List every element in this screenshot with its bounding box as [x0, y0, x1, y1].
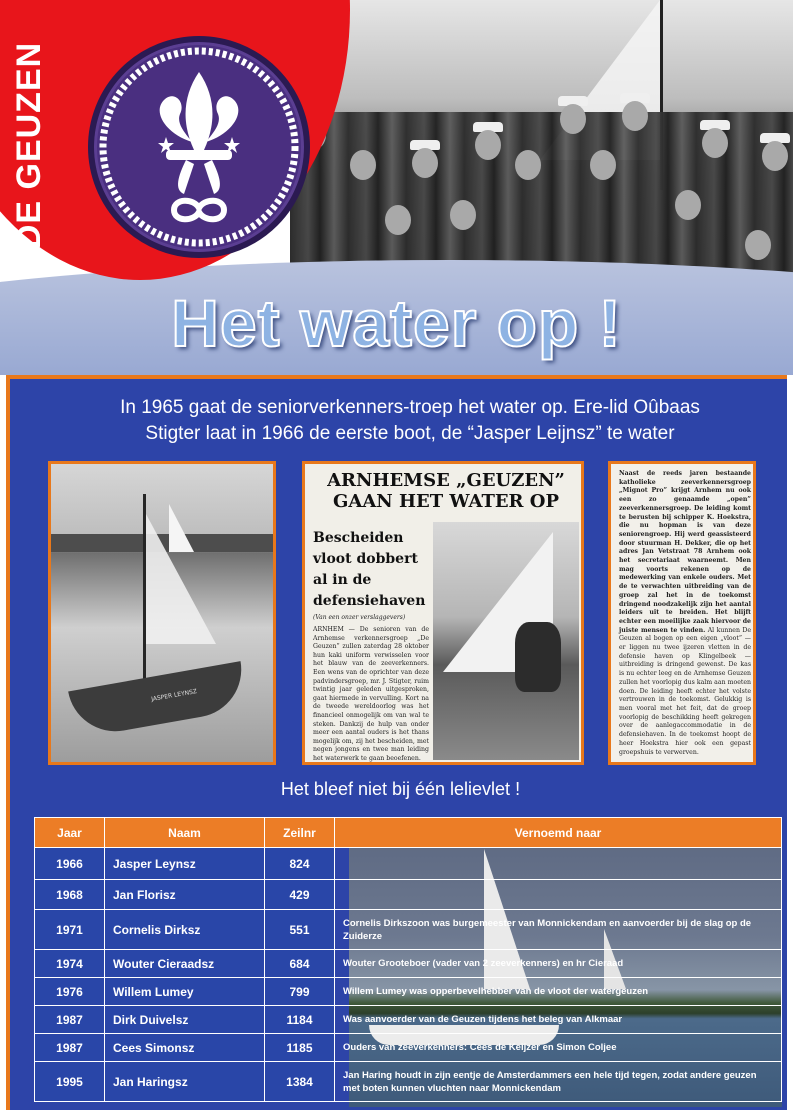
cell-year: 1968 [35, 880, 105, 910]
cell-note: Willem Lumey was opperbevelhebber van de vloot der watergeuzen [335, 978, 782, 1006]
cell-note: Was aanvoerder van de Geuzen tijdens het beleg van Alkmaar [335, 1006, 782, 1034]
table-row [35, 848, 782, 880]
cell-year: 1987 [35, 1034, 105, 1062]
table-row [35, 950, 782, 978]
page-title: Het water op ! [171, 286, 622, 360]
boat-name-label: JASPER LEYNSZ [150, 688, 198, 703]
cell-name: Jasper Leynsz [105, 848, 265, 880]
newspaper-headline [315, 470, 577, 512]
cell-note [335, 848, 782, 880]
page-header [0, 0, 793, 375]
cell-note: Wouter Grooteboer (vader van 2 zeeverkenners) en hr Cieraad [335, 950, 782, 978]
cell-zeilnr: 799 [265, 978, 335, 1006]
column-text [619, 470, 751, 757]
cell-note: Ouders van zeeverkenners: Cees de Keijzer en Simon Coljee [335, 1034, 782, 1062]
newspaper-headline-1: ARNHEMSE „GEUZEN” [327, 470, 565, 491]
boats-table-wrap [34, 817, 782, 1107]
intro-text [30, 395, 790, 447]
column-text-bold: Naast de reeds jaren bestaande katholieke zeeverkennersgroep „Mignot Pro” krijgt Arnhem nu ook een zo genaamde „open” zeeverkennersgroep. De leiding komt te berusten bij schipper K. Hoekstra, die nu hopman is van deze seniorengroep. Hij werd geassisteerd door stuurman H. Dekker, die op het adres Jan Vetstraat 78 Arnhem ook het secretariaat waarneemt. Men mag voorts rekenen op de medewerking van enkele ouders. Met de te verwachten uitbreiding van de groep zal het in de toekomst dringend noodzakelijk zijn het aantal leiders uit te breiden. Het blijft echter een moeilijke zaak hiervoor de juiste mensen te vinden. [619, 470, 751, 634]
cell-zeilnr: 1184 [265, 1006, 335, 1034]
brand-label [0, 20, 60, 270]
cell-zeilnr: 551 [265, 910, 335, 950]
table-row [35, 1006, 782, 1034]
newspaper-clipping [302, 461, 584, 765]
newspaper-subhead: Bescheiden vloot dobbert al in de defensiehaven [313, 530, 426, 609]
cell-year: 1966 [35, 848, 105, 880]
newspaper-byline: (Van een onzer verslaggevers) [313, 614, 406, 621]
scout-group-photo [290, 0, 793, 282]
table-row [35, 880, 782, 910]
cell-year: 1974 [35, 950, 105, 978]
cell-zeilnr: 824 [265, 848, 335, 880]
column-text-regular: Al kunnen De Geuzen al bogen op een eigen „vloot” — er liggen nu twee ijzeren vletten in de defensie haven op Klingelbeek — uitbreiding is dringend gewenst. De kas is nu echter leeg en de Arnhemse Geuzen zullen het voorlopig dus kalm aan moeten doen. De leiding heeft echter het volste vertrouwen in de toekomst. Gelukkig is men vooral met het feit, dat de groep voorlopig de beschikking heeft gekregen over de aanlegaccommodatie in de defensiehaven. In de toekomst hoopt de heer Hoekstra hier ook een gepast groepshuis te verwerven. [619, 626, 752, 756]
newspaper-column [608, 461, 756, 765]
cell-note: Cornelis Dirkszoon was burgemeester van Monnickendam en aanvoerder bij de slag op de Zuiderze [335, 910, 782, 950]
newspaper-sailing-photo [433, 522, 579, 760]
cell-year: 1971 [35, 910, 105, 950]
table-row [35, 1034, 782, 1062]
content-panel [6, 375, 787, 1110]
cell-name: Dirk Duivelsz [105, 1006, 265, 1034]
fleur-de-lis-badge-icon [88, 36, 310, 258]
table-row [35, 1062, 782, 1102]
header-jaar: Jaar [35, 818, 105, 848]
cell-zeilnr: 1185 [265, 1034, 335, 1062]
cell-year: 1987 [35, 1006, 105, 1034]
cell-year: 1976 [35, 978, 105, 1006]
cell-zeilnr: 1384 [265, 1062, 335, 1102]
cell-name: Cees Simonsz [105, 1034, 265, 1062]
cell-name: Jan Haringsz [105, 1062, 265, 1102]
intro-line-2: Stigter laat in 1966 de eerste boot, de “Jasper Leijnsz” te water [145, 423, 675, 444]
header-zeilnr: Zeilnr [265, 818, 335, 848]
newspaper-body: ARNHEM — De senioren van de Arnhemse verkennersgroep „De Geuzen” zullen zaterdag 28 oktober hun kaki uniform verwisselen voor het blauw van de zeeverkenners. Een wens van de oprichter van deze padvindersgroep, mr. J. Stigter, ruim twintig jaar geleden uitgesproken, gaat hiermede in vervulling. Kort na de tweede wereldoorlog was het financieel onmogelijk om van wal te steken. Dankzij de hulp van onder meer een aantal ouders is het thans mogelijk om, zij het bescheiden, met negen jongens en twee man leiding het waterwerk te gaan beoefenen. [313, 626, 429, 762]
brand-text: DE GEUZEN [10, 41, 49, 249]
header-naam: Naam [105, 818, 265, 848]
table-row [35, 910, 782, 950]
cell-name: Willem Lumey [105, 978, 265, 1006]
cell-note: Jan Haring houdt in zijn eentje de Amsterdammers een hele tijd tegen, zodat andere geuzen met boten kunnen vluchten naar Monnickendam [335, 1062, 782, 1102]
boats-table [34, 817, 782, 1102]
cell-zeilnr: 684 [265, 950, 335, 978]
header-vernoemd-naar: Vernoemd naar [335, 818, 782, 848]
cell-zeilnr: 429 [265, 880, 335, 910]
cell-year: 1995 [35, 1062, 105, 1102]
cell-name: Jan Florisz [105, 880, 265, 910]
boat-photo [48, 461, 276, 765]
newspaper-headline-2: GAAN HET WATER OP [332, 491, 559, 512]
intro-line-1: In 1965 gaat de seniorverkenners-troep het water op. Ere-lid Oûbaas [120, 397, 700, 418]
cell-note [335, 880, 782, 910]
table-row [35, 978, 782, 1006]
cell-name: Cornelis Dirksz [105, 910, 265, 950]
cell-name: Wouter Cieraadsz [105, 950, 265, 978]
section-subheading: Het bleef niet bij één lelievlet ! [280, 779, 521, 799]
